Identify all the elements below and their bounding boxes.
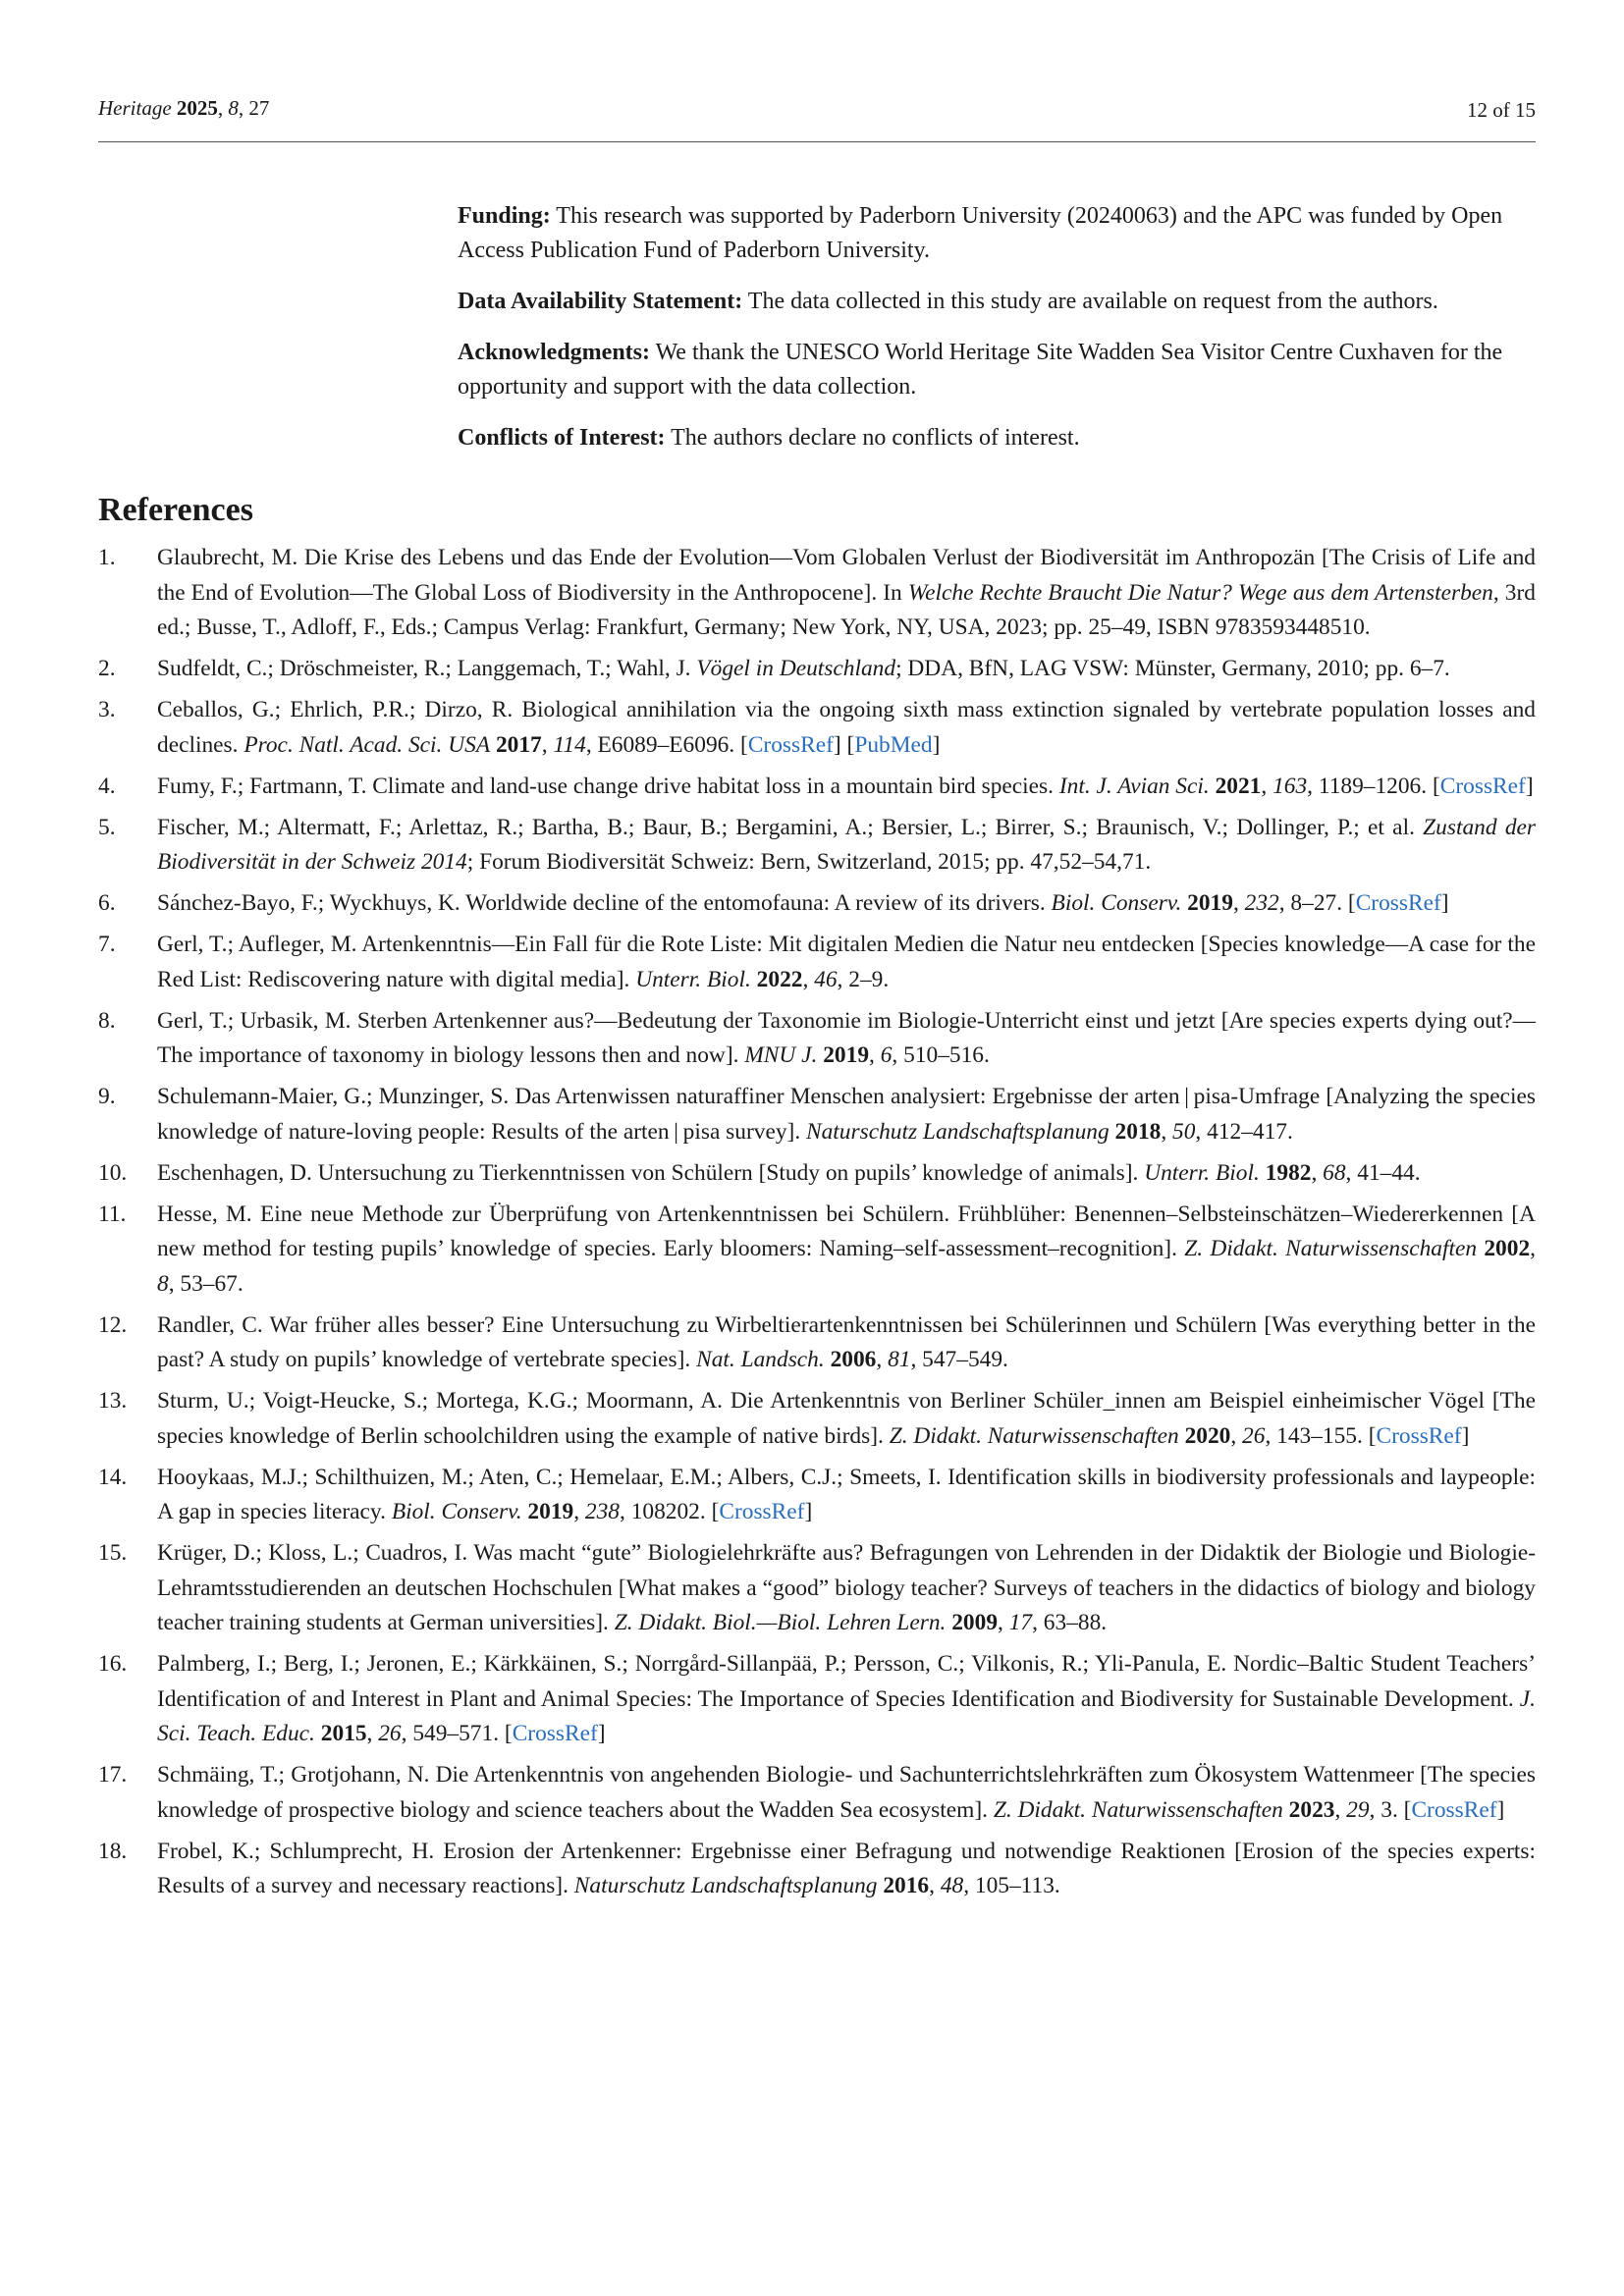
reference-segment: , 412–417. (1195, 1118, 1293, 1145)
reference-number: 14. (98, 1464, 128, 1490)
reference-italic: Nat. Landsch. (696, 1347, 825, 1372)
reference-number: 5. (98, 814, 116, 840)
reference-number: 1. (98, 545, 116, 570)
reference-italic: 29 (1346, 1796, 1370, 1823)
reference-segment: ] (597, 1721, 606, 1746)
reference-number: 6. (98, 890, 116, 916)
reference-segment: Schulemann-Maier, G.; Munzinger, S. Das Artenwissen naturaffiner Menschen analysiert: Ergebnisse der arten | pisa-Umfrage [Analyzing the species knowledge of nature-loving people: Results of the arten | pisa survey]. (157, 1084, 1536, 1145)
reference-number: 16. (98, 1651, 128, 1677)
funding-statement (458, 199, 1536, 268)
reference-number: 11. (98, 1201, 127, 1227)
reference-item (98, 1308, 1536, 1378)
reference-link[interactable]: PubMed (854, 731, 933, 758)
reference-year: 2020 (1184, 1422, 1231, 1449)
data-availability-statement (458, 285, 1536, 319)
reference-segment: ; Forum Biodiversität Schweiz: Bern, Switzerland, 2015; pp. 47,52–54,71. (466, 849, 1152, 875)
reference-italic: Unterr. Biol. (1144, 1159, 1260, 1186)
reference-link[interactable]: CrossRef (1411, 1796, 1497, 1823)
reference-number: 7. (98, 932, 116, 957)
reference-number: 13. (98, 1388, 128, 1414)
reference-number: 18. (98, 1838, 128, 1864)
reference-segment: Eschenhagen, D. Untersuchung zu Tierkenntnissen von Schülern [Study on pupils’ knowledge of animals]. (157, 1159, 1145, 1186)
reference-segment: ; DDA, BfN, LAG VSW: Münster, Germany, 2010; pp. 6–7. (895, 656, 1450, 681)
reference-italic: 48 (940, 1873, 964, 1898)
reference-segment: Fischer, M.; Altermatt, F.; Arlettaz, R.; Bartha, B.; Baur, B.; Bergamini, A.; Bersier, L.; Birrer, S.; Braunisch, V.; Dollinger, P.; et al. (157, 814, 1424, 840)
reference-italic: Naturschutz Landschaftsplanung (573, 1873, 878, 1898)
reference-segment: , 549–571. [ (401, 1721, 513, 1746)
reference-italic: Z. Didakt. Naturwissenschaften (993, 1796, 1283, 1823)
reference-italic: 238 (584, 1499, 620, 1524)
journal-citation: Heritage 2025, 8, 27 (98, 96, 270, 120)
reference-segment: Glaubrecht, M. Die Krise des Lebens und das Ende der Evolution—Vom Globalen Verlust der Biodiversität im Anthropozän [The Crisis of Life and the End of Evolution—The Global Loss of Biodiversity in the Anthropocene]. In (157, 545, 1536, 606)
reference-segment: , (1530, 1236, 1536, 1261)
reference-segment: , (1311, 1159, 1324, 1186)
reference-year: 2021 (1215, 773, 1262, 799)
reference-segment: , 63–88. (1032, 1610, 1108, 1635)
reference-item (98, 1758, 1536, 1828)
reference-segment: Gerl, T.; Aufleger, M. Artenkenntnis—Ein Fall für die Rote Liste: Mit digitalen Medien die Natur neu entdecken [Species knowledge—A case for the Red List: Rediscovering nature with digital media]. (157, 932, 1536, 992)
reference-text (157, 886, 1536, 922)
reference-text (157, 1308, 1536, 1378)
reference-text (157, 811, 1536, 881)
reference-text (157, 1461, 1536, 1530)
reference-text (157, 1647, 1536, 1752)
reference-item (98, 1835, 1536, 1904)
conflicts-label: Conflicts of Interest: (458, 425, 666, 451)
reference-item (98, 1080, 1536, 1149)
reference-year: 2019 (527, 1499, 574, 1524)
reference-number: 9. (98, 1084, 116, 1109)
reference-segment: , (1261, 773, 1273, 799)
reference-item (98, 1198, 1536, 1303)
data-availability-text: The data collected in this study are available on request from the authors. (747, 289, 1438, 314)
reference-link[interactable]: CrossRef (512, 1721, 598, 1746)
reference-segment: , (1232, 890, 1245, 916)
reference-segment: , 108202. [ (620, 1499, 720, 1524)
reference-segment: , 510–516. (892, 1042, 990, 1068)
reference-italic: 163 (1272, 773, 1308, 799)
reference-italic: Z. Didakt. Naturwissenschaften (889, 1422, 1179, 1449)
reference-year: 2015 (320, 1721, 367, 1746)
reference-italic: 81 (888, 1347, 911, 1372)
reference-item (98, 1156, 1536, 1192)
reference-link[interactable]: CrossRef (1439, 773, 1526, 799)
reference-text (157, 652, 1536, 687)
reference-text (157, 1835, 1536, 1904)
reference-segment: Krüger, D.; Kloss, L.; Cuadros, I. Was macht “gute” Biologielehrkräfte aus? Befragungen von Lehrenden in der Didaktik der Biologie und Biologie-Lehramtsstudierenden an deutschen Hochschulen [What makes a “good” biology teacher? Surveys of teachers in the didactics of biology and biology teacher training students at German universities]. (157, 1540, 1536, 1635)
reference-segment: Fumy, F.; Fartmann, T. Climate and land-use change drive habitat loss in a mountain bird species. (157, 773, 1059, 799)
reference-segment: , (541, 731, 554, 758)
reference-text (157, 770, 1536, 805)
reference-italic: 6 (880, 1042, 893, 1068)
reference-italic: Welche Rechte Braucht Die Natur? Wege aus dem Artensterben (907, 579, 1493, 606)
reference-italic: 46 (814, 966, 838, 992)
reference-italic: 114 (553, 731, 586, 758)
reference-segment: ] (1525, 773, 1534, 799)
reference-number: 12. (98, 1311, 128, 1338)
reference-segment: Sturm, U.; Voigt-Heucke, S.; Mortega, K.G.; Moormann, A. Die Artenkenntnis von Berliner Schüler_innen am Beispiel einheimischer Vögel [The species knowledge of Berlin schoolchildren using the example of native birds]. (157, 1388, 1536, 1449)
reference-year: 2017 (495, 731, 542, 758)
reference-text (157, 928, 1536, 997)
data-availability-label: Data Availability Statement: (458, 289, 743, 314)
reference-segment: Schmäing, T.; Grotjohann, N. Die Artenkenntnis von angehenden Biologie- und Sachunterrichtslehrkräften zum Ökosystem Wattenmeer [The species knowledge of prospective biology and science teachers about the Wadden Sea ecosystem]. (157, 1762, 1536, 1823)
reference-segment: Ceballos, G.; Ehrlich, P.R.; Dirzo, R. Biological annihilation via the ongoing sixth mass extinction signaled by vertebrate population losses and declines. (157, 697, 1536, 758)
reference-year: 2018 (1114, 1118, 1162, 1145)
reference-italic: 8 (157, 1270, 169, 1297)
reference-year: 2019 (1187, 890, 1233, 916)
reference-text (157, 1198, 1536, 1303)
journal-year: 2025 (176, 96, 218, 120)
reference-italic: Z. Didakt. Naturwissenschaften (1184, 1236, 1478, 1261)
reference-segment: , E6089–E6096. [ (585, 731, 748, 758)
reference-segment: ] (1461, 1422, 1470, 1449)
reference-text (157, 1384, 1536, 1454)
reference-item (98, 1647, 1536, 1752)
funding-label: Funding: (458, 203, 551, 229)
reference-segment: , 8–27. [ (1278, 890, 1356, 916)
references-heading: References (98, 492, 253, 528)
reference-list (98, 541, 1536, 1910)
reference-year: 2016 (883, 1873, 930, 1898)
reference-number: 8. (98, 1007, 116, 1034)
reference-link[interactable]: CrossRef (719, 1499, 805, 1524)
reference-text (157, 541, 1536, 646)
reference-segment: , 547–549. (910, 1347, 1008, 1372)
reference-number: 2. (98, 656, 116, 681)
reference-segment: , 41–44. (1345, 1159, 1421, 1186)
acknowledgments-text: We thank the UNESCO World Heritage Site Wadden Sea Visitor Centre Cuxhaven for the opportunity and support with the data collection. (458, 340, 1503, 400)
reference-segment: , (998, 1610, 1009, 1635)
reference-segment: Hooykaas, M.J.; Schilthuizen, M.; Aten, C.; Hemelaar, E.M.; Albers, C.J.; Smeets, I. Identification skills in biodiversity professionals and laypeople: A gap in species literacy. (157, 1464, 1536, 1524)
reference-segment: , 53–67. (168, 1270, 244, 1297)
reference-italic: Int. J. Avian Sci. (1058, 773, 1210, 799)
reference-year: 1982 (1265, 1159, 1312, 1186)
reference-segment: Sánchez-Bayo, F.; Wyckhuys, K. Worldwide decline of the entomofauna: A review of its drivers. (157, 890, 1052, 916)
reference-number: 3. (98, 697, 116, 722)
reference-segment: ] [ (833, 731, 855, 758)
reference-number: 17. (98, 1762, 128, 1788)
reference-item (98, 1384, 1536, 1454)
conflicts-text: The authors declare no conflicts of interest. (671, 425, 1080, 451)
reference-segment: ] (804, 1499, 813, 1524)
reference-segment: , (876, 1347, 889, 1372)
funding-text: This research was supported by Paderborn University (20240063) and the APC was funded by Open Access Publication Fund of Paderborn University. (458, 203, 1503, 263)
reference-year: 2006 (830, 1347, 877, 1372)
reference-italic: Biol. Conserv. (391, 1499, 522, 1524)
reference-italic: 232 (1244, 890, 1279, 916)
acknowledgments-label: Acknowledgments: (458, 340, 650, 365)
reference-text (157, 693, 1536, 763)
reference-italic: MNU J. (744, 1042, 818, 1068)
reference-segment: Palmberg, I.; Berg, I.; Jeronen, E.; Kärkkäinen, S.; Norrgård-Sillanpää, P.; Persson, C.; Vilkonis, R.; Yli-Panula, E. Nordic–Baltic Student Teachers’ Identification of and Interest in Plant and Animal Species: The Importance of Species Identification and Biodiversity for Sustainable Development. (157, 1651, 1536, 1712)
reference-segment: Frobel, K.; Schlumprecht, H. Erosion der Artenkenner: Ergebnisse einer Befragung und notwendige Reaktionen [Erosion of the species experts: Results of a survey and necessary reactions]. (157, 1838, 1536, 1898)
conflicts-of-interest (458, 421, 1536, 455)
reference-item (98, 886, 1536, 922)
reference-segment: , (869, 1042, 881, 1068)
reference-number: 4. (98, 773, 116, 799)
reference-item (98, 1004, 1536, 1074)
reference-item (98, 811, 1536, 881)
reference-number: 15. (98, 1540, 128, 1566)
reference-year: 2009 (951, 1610, 999, 1635)
reference-segment: , (929, 1873, 941, 1898)
reference-segment: , 3. [ (1369, 1796, 1412, 1823)
reference-italic: 68 (1323, 1159, 1346, 1186)
reference-text (157, 1758, 1536, 1828)
reference-segment: ] (1440, 890, 1449, 916)
reference-year: 2022 (756, 966, 803, 992)
reference-italic: Vögel in Deutschland (696, 656, 896, 681)
reference-italic: J. Sci. Teach. Educ. (157, 1685, 1536, 1746)
reference-segment: ] (932, 731, 941, 758)
reference-text (157, 1156, 1536, 1192)
back-matter (458, 199, 1536, 472)
reference-italic: 50 (1172, 1118, 1196, 1145)
reference-text (157, 1080, 1536, 1149)
reference-segment: , (1334, 1796, 1347, 1823)
reference-item (98, 541, 1536, 646)
reference-italic: 17 (1008, 1610, 1033, 1635)
reference-segment: , 143–155. [ (1265, 1422, 1377, 1449)
journal-name: Heritage (98, 96, 172, 120)
reference-year: 2002 (1484, 1236, 1531, 1261)
reference-segment: , 1189–1206. [ (1307, 773, 1440, 799)
reference-segment: ] (1496, 1796, 1505, 1823)
reference-segment: Sudfeldt, C.; Dröschmeister, R.; Langgemach, T.; Wahl, J. (157, 656, 697, 681)
reference-item (98, 1461, 1536, 1530)
reference-italic: Unterr. Biol. (635, 966, 751, 992)
reference-item (98, 1536, 1536, 1641)
reference-segment: Gerl, T.; Urbasik, M. Sterben Artenkenner aus?—Bedeutung der Taxonomie im Biologie-Unterricht einst und jetzt [Are species experts dying out?—The importance of taxonomy in biology lessons then and now]. (157, 1007, 1536, 1068)
reference-item (98, 652, 1536, 687)
reference-italic: Biol. Conserv. (1051, 890, 1182, 916)
reference-link[interactable]: CrossRef (747, 731, 834, 758)
reference-link[interactable]: CrossRef (1376, 1422, 1462, 1449)
reference-text (157, 1004, 1536, 1074)
reference-year: 2023 (1288, 1796, 1335, 1823)
reference-number: 10. (98, 1159, 128, 1186)
reference-segment: , 3rd ed.; Busse, T., Adloff, F., Eds.; Campus Verlag: Frankfurt, Germany; New York, NY, USA, 2023; pp. 25–49, ISBN 9783593448510. (157, 579, 1536, 640)
reference-item (98, 693, 1536, 763)
reference-segment: , 2–9. (837, 966, 890, 992)
reference-segment: , (1161, 1118, 1173, 1145)
reference-link[interactable]: CrossRef (1355, 890, 1441, 916)
reference-item (98, 770, 1536, 805)
article-number: 27 (248, 96, 270, 120)
reference-italic: Zustand der Biodiversität in der Schweiz 2014 (157, 814, 1536, 875)
reference-segment: , (366, 1721, 379, 1746)
reference-italic: Naturschutz Landschaftsplanung (806, 1118, 1110, 1145)
page-number: 12 of 15 (1467, 98, 1536, 122)
reference-italic: Proc. Natl. Acad. Sci. USA (244, 731, 491, 758)
journal-volume: 8 (228, 96, 239, 120)
reference-segment: , (1230, 1422, 1243, 1449)
reference-year: 2019 (823, 1042, 870, 1068)
reference-item (98, 928, 1536, 997)
reference-italic: 26 (1242, 1422, 1266, 1449)
acknowledgments (458, 336, 1536, 404)
reference-text (157, 1536, 1536, 1641)
reference-segment: , 105–113. (963, 1873, 1060, 1898)
page-header (98, 96, 1536, 142)
reference-segment: , (802, 966, 815, 992)
reference-segment: Hesse, M. Eine neue Methode zur Überprüfung von Artenkenntnissen bei Schülern. Frühblüher: Benennen–Selbsteinschätzen–Wiedererkennen [A new method for testing pupils’ knowledge of species. Early bloomers: Naming–self-assessment–recognition]. (157, 1201, 1536, 1261)
reference-segment: , (573, 1499, 585, 1524)
reference-italic: Z. Didakt. Biol.—Biol. Lehren Lern. (614, 1610, 947, 1635)
reference-italic: 26 (378, 1721, 402, 1746)
reference-segment: Randler, C. War früher alles besser? Eine Untersuchung zu Wirbeltierartenkenntnissen bei Schülerinnen und Schülern [Was everything better in the past? A study on pupils’ knowledge of vertebrate species]. (157, 1311, 1536, 1372)
